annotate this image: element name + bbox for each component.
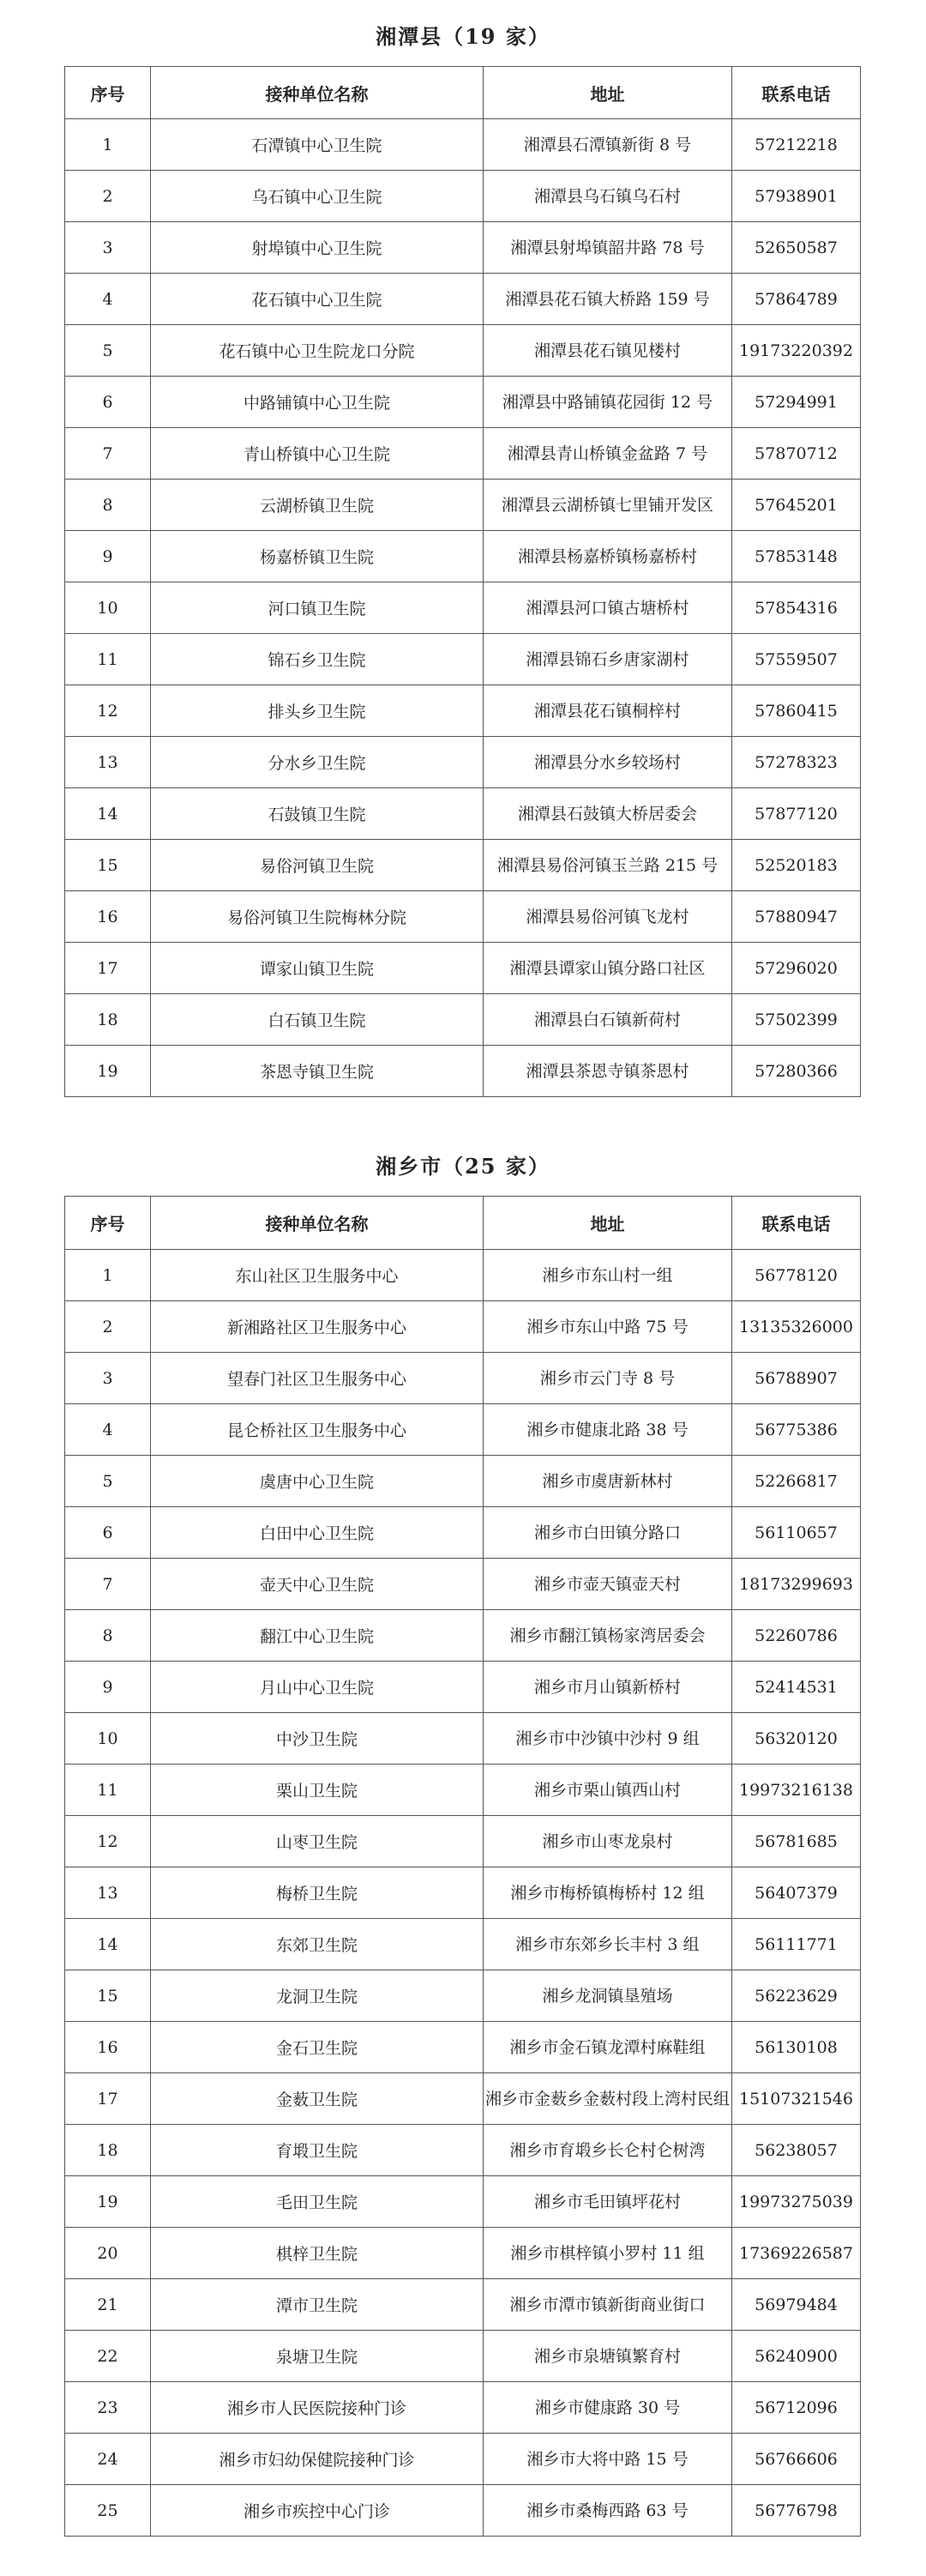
cell-name: 白田中心卫生院 [151, 1507, 484, 1559]
cell-address: 湘乡市桑梅西路 63 号 [484, 2485, 732, 2537]
cell-name: 杨嘉桥镇卫生院 [151, 531, 484, 582]
table-row [65, 1610, 861, 1662]
cell-phone: 57880947 [732, 891, 861, 943]
cell-no: 11 [65, 1765, 151, 1816]
cell-address: 湘乡市潭市镇新街商业街口 [484, 2279, 732, 2331]
cell-no: 5 [65, 1456, 151, 1507]
table-row [65, 788, 861, 840]
table-row [65, 1250, 861, 1301]
cell-phone: 57645201 [732, 480, 861, 531]
cell-name: 月山中心卫生院 [151, 1662, 484, 1713]
cell-no: 18 [65, 2125, 151, 2176]
cell-name: 翻江中心卫生院 [151, 1610, 484, 1662]
cell-name: 毛田卫生院 [151, 2176, 484, 2228]
cell-phone: 56712096 [732, 2382, 861, 2434]
header-no: 序号 [65, 1197, 151, 1250]
cell-no: 8 [65, 1610, 151, 1662]
cell-phone: 52266817 [732, 1456, 861, 1507]
cell-name: 石鼓镇卫生院 [151, 788, 484, 840]
table-row [65, 1507, 861, 1559]
cell-phone: 56110657 [732, 1507, 861, 1559]
cell-no: 4 [65, 274, 151, 325]
cell-name: 云湖桥镇卫生院 [151, 480, 484, 531]
section-xiangtan [0, 4, 926, 1082]
cell-address: 湘乡市健康北路 38 号 [484, 1404, 732, 1456]
table-row [65, 1404, 861, 1456]
cell-phone: 56979484 [732, 2279, 861, 2331]
table-row [65, 2382, 861, 2434]
cell-name: 湘乡市疾控中心门诊 [151, 2485, 484, 2537]
cell-phone: 52414531 [732, 1662, 861, 1713]
cell-no: 19 [65, 1046, 151, 1097]
header-address: 地址 [484, 1197, 732, 1250]
cell-phone: 56788907 [732, 1353, 861, 1404]
table-row [65, 840, 861, 891]
cell-address: 湘乡市育塅乡长仑村仑树湾 [484, 2125, 732, 2176]
cell-no: 2 [65, 1301, 151, 1353]
cell-name: 栗山卫生院 [151, 1765, 484, 1816]
cell-no: 14 [65, 788, 151, 840]
cell-no: 3 [65, 1353, 151, 1404]
cell-address: 湘乡市金石镇龙潭村麻鞋组 [484, 2022, 732, 2073]
table-row [65, 2228, 861, 2279]
cell-name: 湘乡市人民医院接种门诊 [151, 2382, 484, 2434]
cell-no: 12 [65, 685, 151, 737]
cell-no: 4 [65, 1404, 151, 1456]
cell-address: 湘乡市东山中路 75 号 [484, 1301, 732, 1353]
cell-no: 23 [65, 2382, 151, 2434]
table-row [65, 2022, 861, 2073]
cell-phone: 57212218 [732, 119, 861, 171]
cell-no: 15 [65, 840, 151, 891]
cell-name: 谭家山镇卫生院 [151, 943, 484, 994]
cell-address: 湘乡市月山镇新桥村 [484, 1662, 732, 1713]
cell-name: 石潭镇中心卫生院 [151, 119, 484, 171]
table-row [65, 1816, 861, 1867]
cell-phone: 56223629 [732, 1970, 861, 2022]
cell-phone: 56238057 [732, 2125, 861, 2176]
cell-address: 湘乡市大将中路 15 号 [484, 2434, 732, 2485]
cell-name: 棋梓卫生院 [151, 2228, 484, 2279]
table-row [65, 2125, 861, 2176]
cell-address: 湘潭县射埠镇韶井路 78 号 [484, 222, 732, 274]
cell-phone: 52260786 [732, 1610, 861, 1662]
cell-name: 白石镇卫生院 [151, 994, 484, 1046]
header-phone: 联系电话 [732, 67, 861, 119]
cell-address: 湘潭县杨嘉桥镇杨嘉桥村 [484, 531, 732, 582]
cell-phone: 57278323 [732, 737, 861, 788]
section-xiangxiang [0, 1134, 926, 2521]
cell-address: 湘乡市棋梓镇小罗村 11 组 [484, 2228, 732, 2279]
cell-no: 16 [65, 891, 151, 943]
table-row [65, 943, 861, 994]
cell-address: 湘乡市梅桥镇梅桥村 12 组 [484, 1867, 732, 1919]
cell-no: 1 [65, 1250, 151, 1301]
cell-name: 东郊卫生院 [151, 1919, 484, 1970]
cell-address: 湘潭县石潭镇新街 8 号 [484, 119, 732, 171]
cell-name: 中沙卫生院 [151, 1713, 484, 1765]
cell-phone: 57853148 [732, 531, 861, 582]
cell-name: 山枣卫生院 [151, 1816, 484, 1867]
cell-no: 10 [65, 1713, 151, 1765]
cell-name: 花石镇中心卫生院龙口分院 [151, 325, 484, 377]
table-row [65, 737, 861, 788]
cell-phone: 57559507 [732, 634, 861, 685]
cell-no: 7 [65, 1559, 151, 1610]
cell-name: 锦石乡卫生院 [151, 634, 484, 685]
cell-name: 易俗河镇卫生院 [151, 840, 484, 891]
cell-name: 花石镇中心卫生院 [151, 274, 484, 325]
table-row [65, 2331, 861, 2382]
cell-phone: 56781685 [732, 1816, 861, 1867]
cell-address: 湘潭县花石镇桐梓村 [484, 685, 732, 737]
cell-name: 壶天中心卫生院 [151, 1559, 484, 1610]
table-row [65, 480, 861, 531]
cell-address: 湘潭县茶恩寺镇茶恩村 [484, 1046, 732, 1097]
cell-phone: 52520183 [732, 840, 861, 891]
header-no: 序号 [65, 67, 151, 119]
cell-address: 湘潭县谭家山镇分路口社区 [484, 943, 732, 994]
cell-name: 潭市卫生院 [151, 2279, 484, 2331]
cell-name: 昆仑桥社区卫生服务中心 [151, 1404, 484, 1456]
table-row [65, 634, 861, 685]
cell-phone: 57938901 [732, 171, 861, 222]
cell-phone: 15107321546 [732, 2073, 861, 2125]
cell-phone: 57296020 [732, 943, 861, 994]
cell-phone: 56111771 [732, 1919, 861, 1970]
cell-name: 河口镇卫生院 [151, 582, 484, 634]
cell-name: 泉塘卫生院 [151, 2331, 484, 2382]
cell-name: 易俗河镇卫生院梅林分院 [151, 891, 484, 943]
cell-no: 7 [65, 428, 151, 480]
section-title: 湘乡市（25 家） [376, 1154, 550, 1179]
cell-no: 22 [65, 2331, 151, 2382]
table-body [65, 1250, 861, 2537]
cell-phone: 57877120 [732, 788, 861, 840]
cell-phone: 56130108 [732, 2022, 861, 2073]
header-name: 接种单位名称 [151, 1197, 484, 1250]
table-row [65, 428, 861, 480]
cell-address: 湘乡市壶天镇壶天村 [484, 1559, 732, 1610]
table-row [65, 1301, 861, 1353]
cell-phone: 18173299693 [732, 1559, 861, 1610]
cell-phone: 56776798 [732, 2485, 861, 2537]
cell-no: 12 [65, 1816, 151, 1867]
cell-address: 湘乡市泉塘镇繁育村 [484, 2331, 732, 2382]
table-header-row [65, 1197, 861, 1250]
cell-no: 25 [65, 2485, 151, 2537]
table-row [65, 325, 861, 377]
cell-phone: 19973216138 [732, 1765, 861, 1816]
table-row [65, 2485, 861, 2537]
cell-address: 湘潭县分水乡较场村 [484, 737, 732, 788]
cell-phone: 57870712 [732, 428, 861, 480]
table-row [65, 891, 861, 943]
cell-no: 2 [65, 171, 151, 222]
cell-phone: 17369226587 [732, 2228, 861, 2279]
cell-no: 19 [65, 2176, 151, 2228]
cell-address: 湘潭县青山桥镇金盆路 7 号 [484, 428, 732, 480]
table-row [65, 531, 861, 582]
cell-address: 湘乡龙洞镇垦殖场 [484, 1970, 732, 2022]
cell-name: 梅桥卫生院 [151, 1867, 484, 1919]
cell-name: 青山桥镇中心卫生院 [151, 428, 484, 480]
cell-address: 湘乡市中沙镇中沙村 9 组 [484, 1713, 732, 1765]
cell-address: 湘潭县云湖桥镇七里铺开发区 [484, 480, 732, 531]
cell-name: 育塅卫生院 [151, 2125, 484, 2176]
cell-phone: 56240900 [732, 2331, 861, 2382]
cell-no: 14 [65, 1919, 151, 1970]
cell-no: 6 [65, 1507, 151, 1559]
table-row [65, 119, 861, 171]
table-row [65, 222, 861, 274]
cell-phone: 56766606 [732, 2434, 861, 2485]
cell-address: 湘潭县河口镇古塘桥村 [484, 582, 732, 634]
cell-address: 湘潭县乌石镇乌石村 [484, 171, 732, 222]
cell-address: 湘乡市健康路 30 号 [484, 2382, 732, 2434]
table-row [65, 274, 861, 325]
header-address: 地址 [484, 67, 732, 119]
header-phone: 联系电话 [732, 1197, 861, 1250]
table-body [65, 119, 861, 1097]
cell-phone: 56775386 [732, 1404, 861, 1456]
cell-name: 龙洞卫生院 [151, 1970, 484, 2022]
cell-no: 3 [65, 222, 151, 274]
cell-address: 湘乡市东郊乡长丰村 3 组 [484, 1919, 732, 1970]
cell-address: 湘乡市毛田镇坪花村 [484, 2176, 732, 2228]
cell-no: 1 [65, 119, 151, 171]
cell-no: 16 [65, 2022, 151, 2073]
cell-phone: 57294991 [732, 377, 861, 428]
table-header-row [65, 67, 861, 119]
cell-address: 湘乡市白田镇分路口 [484, 1507, 732, 1559]
cell-name: 乌石镇中心卫生院 [151, 171, 484, 222]
table-row [65, 1919, 861, 1970]
cell-address: 湘乡市山枣龙泉村 [484, 1816, 732, 1867]
cell-no: 24 [65, 2434, 151, 2485]
cell-phone: 57860415 [732, 685, 861, 737]
cell-phone: 19973275039 [732, 2176, 861, 2228]
cell-no: 17 [65, 2073, 151, 2125]
cell-address: 湘潭县易俗河镇玉兰路 215 号 [484, 840, 732, 891]
table-row [65, 1353, 861, 1404]
cell-no: 5 [65, 325, 151, 377]
cell-phone: 57864789 [732, 274, 861, 325]
table-row [65, 2279, 861, 2331]
cell-address: 湘潭县花石镇见楼村 [484, 325, 732, 377]
cell-address: 湘乡市栗山镇西山村 [484, 1765, 732, 1816]
cell-address: 湘潭县石鼓镇大桥居委会 [484, 788, 732, 840]
table-row [65, 1970, 861, 2022]
cell-address: 湘潭县易俗河镇飞龙村 [484, 891, 732, 943]
cell-no: 8 [65, 480, 151, 531]
cell-phone: 57280366 [732, 1046, 861, 1097]
cell-phone: 57854316 [732, 582, 861, 634]
cell-phone: 56778120 [732, 1250, 861, 1301]
table-row [65, 1765, 861, 1816]
cell-no: 6 [65, 377, 151, 428]
cell-address: 湘乡市翻江镇杨家湾居委会 [484, 1610, 732, 1662]
cell-name: 排头乡卫生院 [151, 685, 484, 737]
cell-no: 10 [65, 582, 151, 634]
table-row [65, 171, 861, 222]
cell-name: 射埠镇中心卫生院 [151, 222, 484, 274]
cell-phone: 56320120 [732, 1713, 861, 1765]
cell-address: 湘潭县花石镇大桥路 159 号 [484, 274, 732, 325]
cell-no: 9 [65, 531, 151, 582]
cell-phone: 19173220392 [732, 325, 861, 377]
table-row [65, 377, 861, 428]
cell-phone: 52650587 [732, 222, 861, 274]
table-xiangtan [64, 66, 861, 1097]
cell-phone: 13135326000 [732, 1301, 861, 1353]
table-row [65, 2176, 861, 2228]
cell-address: 湘乡市东山村一组 [484, 1250, 732, 1301]
table-row [65, 1713, 861, 1765]
cell-no: 21 [65, 2279, 151, 2331]
table-row [65, 685, 861, 737]
cell-no: 9 [65, 1662, 151, 1713]
cell-name: 望春门社区卫生服务中心 [151, 1353, 484, 1404]
cell-name: 虞唐中心卫生院 [151, 1456, 484, 1507]
table-row [65, 1046, 861, 1097]
cell-address: 湘潭县锦石乡唐家湖村 [484, 634, 732, 685]
cell-address: 湘乡市金薮乡金薮村段上湾村民组 [484, 2073, 732, 2125]
cell-no: 11 [65, 634, 151, 685]
cell-phone: 56407379 [732, 1867, 861, 1919]
cell-name: 湘乡市妇幼保健院接种门诊 [151, 2434, 484, 2485]
table-xiangxiang [64, 1196, 861, 2537]
cell-address: 湘潭县白石镇新荷村 [484, 994, 732, 1046]
cell-address: 湘潭县中路铺镇花园街 12 号 [484, 377, 732, 428]
cell-no: 13 [65, 737, 151, 788]
table-row [65, 994, 861, 1046]
cell-name: 金石卫生院 [151, 2022, 484, 2073]
table-row [65, 2434, 861, 2485]
cell-address: 湘乡市虞唐新林村 [484, 1456, 732, 1507]
cell-name: 分水乡卫生院 [151, 737, 484, 788]
header-name: 接种单位名称 [151, 67, 484, 119]
cell-name: 中路铺镇中心卫生院 [151, 377, 484, 428]
cell-no: 13 [65, 1867, 151, 1919]
cell-no: 17 [65, 943, 151, 994]
cell-name: 茶恩寺镇卫生院 [151, 1046, 484, 1097]
cell-name: 新湘路社区卫生服务中心 [151, 1301, 484, 1353]
cell-name: 金薮卫生院 [151, 2073, 484, 2125]
cell-name: 东山社区卫生服务中心 [151, 1250, 484, 1301]
cell-no: 18 [65, 994, 151, 1046]
cell-no: 20 [65, 2228, 151, 2279]
table-row [65, 2073, 861, 2125]
table-row [65, 1867, 861, 1919]
table-row [65, 1456, 861, 1507]
cell-address: 湘乡市云门寺 8 号 [484, 1353, 732, 1404]
cell-no: 15 [65, 1970, 151, 2022]
table-row [65, 1662, 861, 1713]
table-row [65, 1559, 861, 1610]
cell-phone: 57502399 [732, 994, 861, 1046]
section-title: 湘潭县（19 家） [376, 24, 550, 49]
table-row [65, 582, 861, 634]
